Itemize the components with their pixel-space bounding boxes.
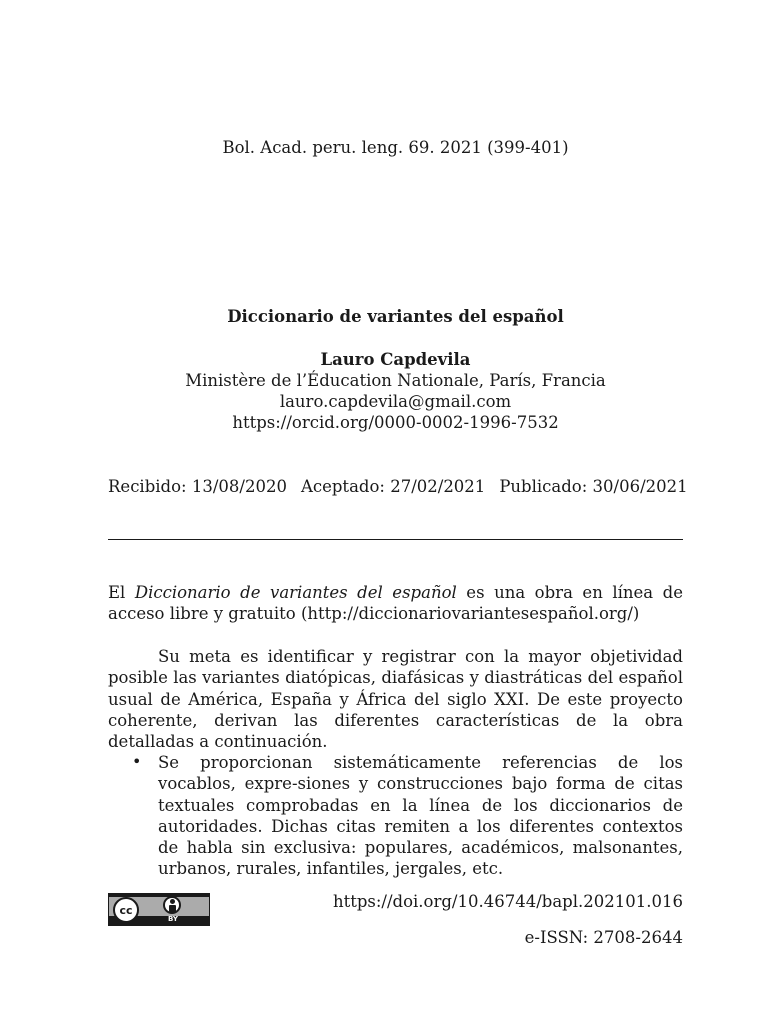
horizontal-divider xyxy=(108,539,683,540)
intro-suffix: es una obra en línea de acceso libre y gratuito (http://diccionariovariantesespañol.org/) xyxy=(108,583,683,624)
cc-by-license-icon[interactable] xyxy=(108,893,210,926)
attribution-person-icon xyxy=(163,896,181,914)
publication-dates xyxy=(108,477,688,496)
eissn: e-ISSN: 2708-2644 xyxy=(524,928,683,947)
author-block xyxy=(108,349,683,433)
author-email[interactable]: lauro.capdevila@gmail.com xyxy=(279,392,512,411)
goal-paragraph: Su meta es identificar y registrar con la mayor objetividad posible las variantes diatópicas, diafásicas y diastráticas del español usual de América, España y África del siglo XXI. De este proyecto coherente, derivan las diferentes características de la obra detalladas a continuación. xyxy=(108,647,683,752)
article-title: Diccionario de variantes del español xyxy=(227,307,564,326)
doi-link[interactable]: https://doi.org/10.46744/bapl.202101.016 xyxy=(332,892,683,911)
intro-prefix: El xyxy=(108,583,135,602)
dictionary-title-italic: Diccionario de variantes del español xyxy=(134,583,457,602)
document-page xyxy=(108,0,688,1024)
author-affiliation: Ministère de l’Éducation Nationale, París, Francia xyxy=(185,371,606,390)
published-date: Publicado: 30/06/2021 xyxy=(499,477,688,496)
person-body-shape xyxy=(169,905,176,912)
author-orcid-link[interactable]: https://orcid.org/0000-0002-1996-7532 xyxy=(232,413,559,432)
bullet-item: Se proporcionan sistemáticamente referencias de los vocablos, expre-siones y construcciones bajo forma de citas textuales comprobadas en la línea de los diccionarios de autoridades. Dichas citas remiten a los diferentes contextos de habla sin exclusiva: populares, académicos, malsonantes, urbanos, rurales, infantiles, jergales, etc. xyxy=(158,753,683,879)
author-name: Lauro Capdevila xyxy=(320,350,471,369)
accepted-date: Aceptado: 27/02/2021 xyxy=(300,477,486,496)
intro-paragraph xyxy=(108,582,683,625)
person-head-shape xyxy=(170,899,175,904)
received-date: Recibido: 13/08/2020 xyxy=(108,477,287,496)
by-label: BY xyxy=(167,915,179,923)
cc-icon: cc xyxy=(113,897,139,923)
bullet-icon: • xyxy=(132,752,142,771)
journal-reference: Bol. Acad. peru. leng. 69. 2021 (399-401) xyxy=(222,138,569,157)
